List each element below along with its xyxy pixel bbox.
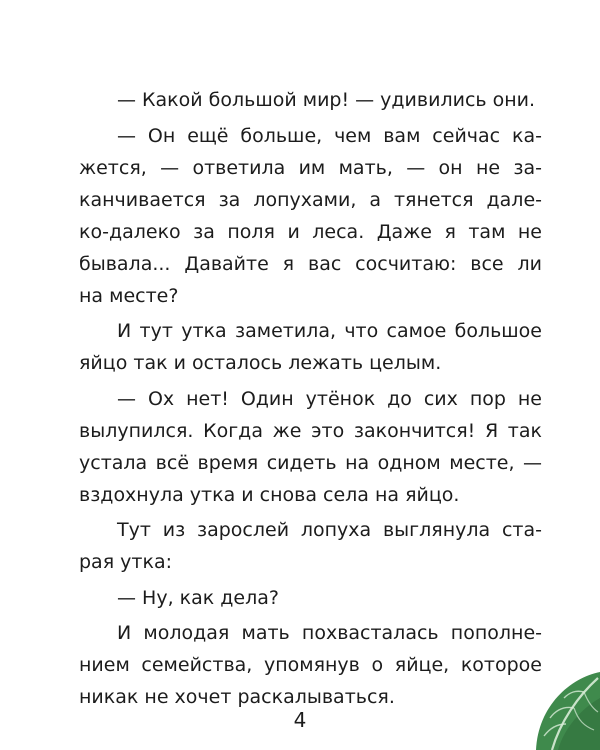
- text-line: И молодая мать похвасталась пополне-: [117, 622, 542, 644]
- text-line: — Ну, как дела?: [117, 586, 279, 609]
- story-text: [79, 84, 542, 713]
- text-line: яйцо так и осталось лежать целым.: [79, 352, 442, 374]
- paragraph: [79, 514, 542, 578]
- text-line: ко-далеко за поля и леса. Даже я там не: [79, 220, 542, 243]
- text-line: вылупился. Когда же это закончится! Я так: [79, 419, 542, 442]
- text-line: рая утка:: [79, 551, 173, 573]
- text-line: Тут из зарослей лопуха выглянула ста-: [117, 519, 542, 541]
- text-line: — Он ещё больше, чем вам сейчас ка-: [117, 124, 542, 147]
- leaf-icon: [530, 668, 600, 750]
- text-line: — Ох нет! Один утёнок до сих пор не: [117, 387, 542, 410]
- text-line: устала всё время сидеть на одном месте, —: [79, 451, 542, 474]
- paragraph: [79, 617, 542, 713]
- paragraph: [79, 383, 542, 511]
- text-line: канчивается за лопухами, а тянется дале-: [79, 188, 542, 211]
- text-line: — Какой большой мир! — удивились они.: [117, 89, 536, 111]
- text-line: И тут утка заметила, что самое большое: [117, 320, 542, 342]
- text-line: бывала... Давайте я вас сосчитаю: все ли: [79, 252, 542, 275]
- paragraph: [79, 84, 542, 116]
- text-line: вздохнула утка и снова села на яйцо.: [79, 483, 460, 506]
- paragraph: [79, 582, 542, 614]
- paragraph: [79, 120, 542, 312]
- text-line: на месте?: [79, 284, 179, 307]
- page-number: 4: [293, 708, 307, 732]
- paragraph: [79, 315, 542, 379]
- text-line: никак не хочет раскалываться.: [79, 686, 395, 708]
- text-line: нием семейства, упомянув о яйце, которое: [79, 654, 542, 676]
- text-line: жется, — ответила им мать, — он не за-: [79, 156, 542, 179]
